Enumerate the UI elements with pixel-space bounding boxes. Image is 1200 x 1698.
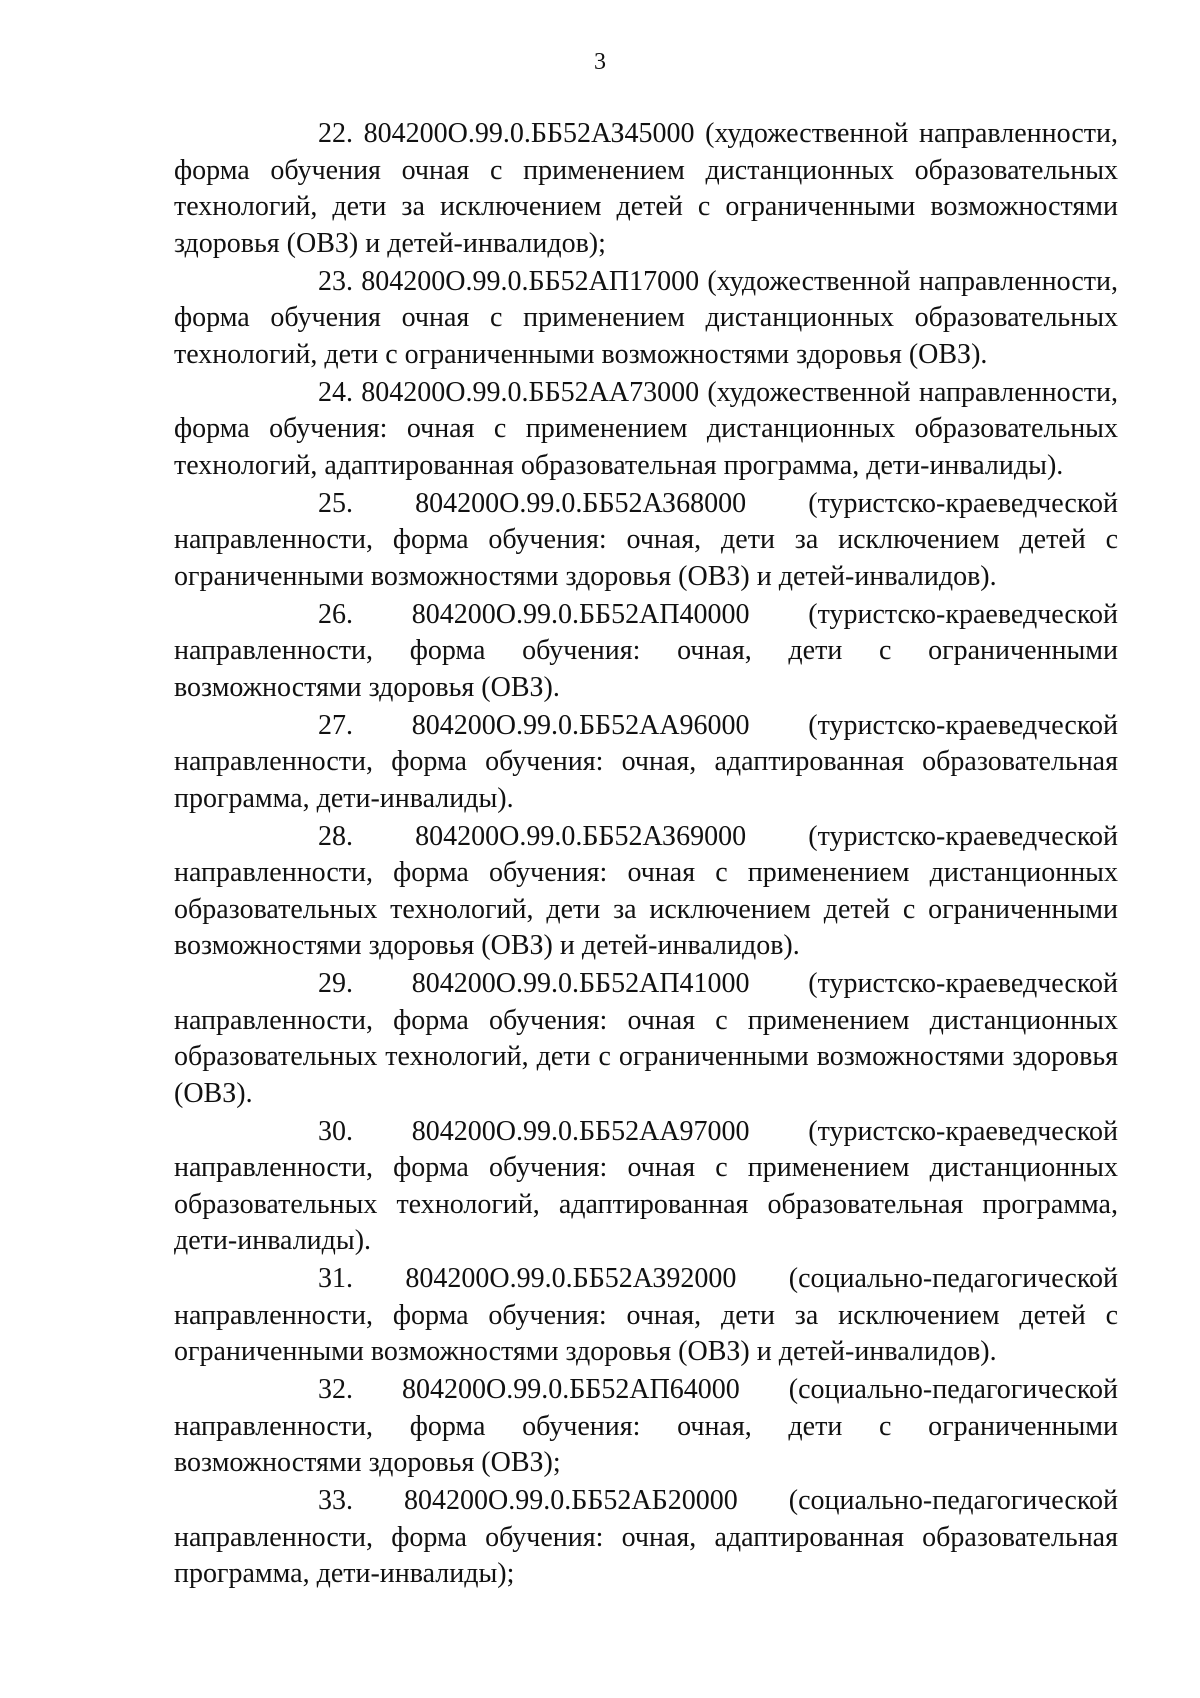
service-code: 804200О.99.0.ББ52АА97000	[411, 1115, 750, 1147]
item-number: 22.	[318, 118, 353, 149]
list-item	[174, 264, 1118, 374]
item-number: 32.	[318, 1374, 353, 1405]
item-text: (социально-педагогической направленности, форма обучения: очная, дети за исключением детей с ограниченными возможностями здоровья (ОВЗ) и детей-инвалидов).	[174, 1263, 1118, 1367]
list-item	[174, 597, 1118, 707]
service-code: 804200О.99.0.ББ52АБ20000	[404, 1485, 738, 1516]
item-number: 24.	[318, 376, 353, 408]
item-number: 29.	[318, 968, 353, 999]
list-item	[174, 819, 1118, 965]
service-code: 804200О.99.0.ББ52АЗ68000	[415, 487, 747, 519]
service-code: 804200О.99.0.ББ52АА96000	[411, 709, 750, 741]
item-text: (туристско-краеведческой направленности, форма обучения: очная, адаптированная образовательная программа, дети-инвалиды).	[174, 709, 1119, 814]
item-number: 27.	[318, 709, 353, 741]
item-text: (туристско-краеведческой направленности, форма обучения: очная с применением дистанционных образовательных технологий, дети за исключением детей с ограниченными возможностями здоровья (ОВЗ) и детей-инвалидов).	[174, 820, 1118, 961]
service-code: 804200О.99.0.ББ52АЗ69000	[415, 820, 747, 852]
item-text: (туристско-краеведческой направленности, форма обучения: очная с применением дистанционных образовательных технологий, дети с ограниченными возможностями здоровья (ОВЗ).	[174, 968, 1119, 1109]
list-item	[174, 1483, 1118, 1593]
list-item	[174, 1372, 1118, 1482]
service-code: 804200О.99.0.ББ52АП41000	[411, 968, 750, 999]
list-item	[174, 486, 1118, 596]
item-text: (социально-педагогической направленности, форма обучения: очная, адаптированная образовательная программа, дети-инвалиды);	[174, 1485, 1118, 1589]
item-text: (художественной направленности, форма обучения очная с применением дистанционных образовательных технологий, дети за исключением детей с ограниченными возможностями здоровья (ОВЗ) и детей-инвалидов);	[174, 118, 1118, 259]
item-number: 23.	[318, 265, 353, 297]
list-item	[174, 966, 1118, 1112]
list-item	[174, 375, 1118, 485]
service-code: 804200О.99.0.ББ52АП40000	[411, 598, 750, 630]
item-number: 31.	[318, 1263, 353, 1294]
item-number: 26.	[318, 598, 353, 630]
item-text: (художественной направленности, форма обучения очная с применением дистанционных образовательных технологий, дети с ограниченными возможностями здоровья (ОВЗ).	[174, 265, 1118, 370]
service-code: 804200О.99.0.ББ52АП64000	[401, 1374, 740, 1405]
list-item	[174, 708, 1118, 818]
item-text: (туристско-краеведческой направленности, форма обучения: очная, дети с ограниченными возможностями здоровья (ОВЗ).	[174, 598, 1119, 703]
list-item	[174, 116, 1118, 262]
list-item	[174, 1261, 1118, 1371]
list-item	[174, 1114, 1118, 1260]
document-body	[174, 116, 1118, 1594]
page-number: 3	[594, 49, 606, 75]
item-text: (социально-педагогической направленности, форма обучения: очная, дети с ограниченными возможностями здоровья (ОВЗ);	[174, 1374, 1119, 1478]
item-text: (туристско-краеведческой направленности, форма обучения: очная с применением дистанционных образовательных технологий, адаптированная образовательная программа, дети-инвалиды).	[174, 1115, 1119, 1256]
service-code: 804200О.99.0.ББ52АЗ92000	[405, 1263, 737, 1294]
service-code: 804200О.99.0.ББ52АЗ45000	[363, 118, 695, 149]
item-number: 28.	[318, 820, 353, 852]
item-number: 25.	[318, 487, 353, 519]
service-code: 804200О.99.0.ББ52АП17000	[361, 265, 700, 297]
item-text: (художественной направленности, форма обучения: очная с применением дистанционных образовательных технологий, адаптированная образовательная программа, дети-инвалиды).	[174, 376, 1118, 481]
item-number: 33.	[318, 1485, 353, 1516]
item-number: 30.	[318, 1115, 353, 1147]
service-code: 804200О.99.0.ББ52АА73000	[361, 376, 700, 408]
item-text: (туристско-краеведческой направленности, форма обучения: очная, дети за исключением детей с ограниченными возможностями здоровья (ОВЗ) и детей-инвалидов).	[174, 487, 1118, 592]
